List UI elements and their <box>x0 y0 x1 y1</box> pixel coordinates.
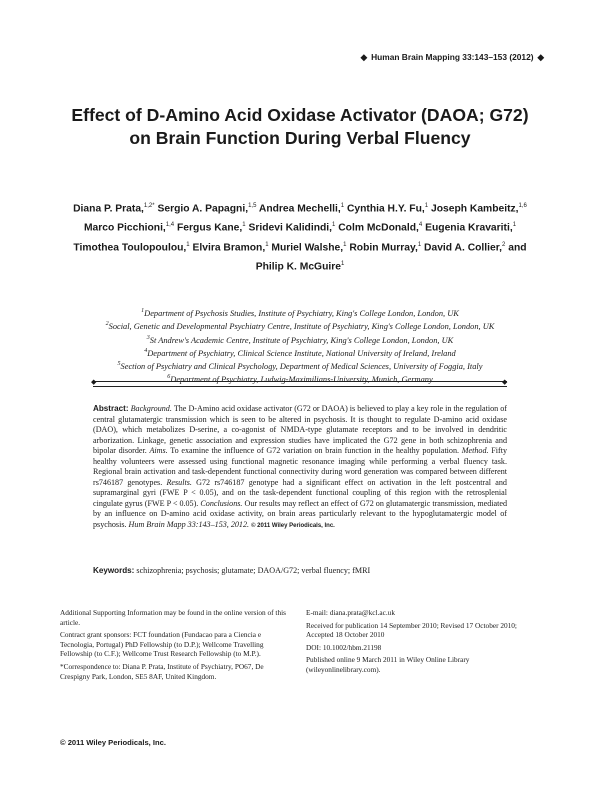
author-affiliation-mark: 1 <box>332 222 336 229</box>
affiliation-text: Social, Genetic and Developmental Psychiatry Centre, Institute of Psychiatry, King's College London, London, UK <box>108 322 495 332</box>
background-text: The D-Amino acid oxidase activator (G72 or DAOA) is believed to play a key role in the regulation of central glutamatergic transmission which is seen to be altered in psychosis. It is thought to regulate D-amino acid oxidase (DAO), which metabolizes D-serine, a co-agonist of NMDA-type glutamate receptors and to be involved in dendritic arborization. Linkage, genetic association and expression studies have implicated the G72 gene in both schizophrenia and bipolar disorder. <box>93 404 507 455</box>
affiliation-number: 1 <box>141 308 145 314</box>
footnote: DOI: 10.1002/hbm.21198 <box>306 642 382 652</box>
affiliation-text: Section of Psychiatry and Clinical Psychology, Department of Medical Sciences, University of Foggia, Italy <box>120 361 483 371</box>
footnote: Received for publication 14 September 2010; Revised 17 October 2010; Accepted 18 October 2010 <box>306 620 517 640</box>
author-list <box>60 198 540 276</box>
author-affiliation-mark: 4 <box>418 222 423 229</box>
affiliation-text: St Andrew's Academic Centre, Institute of Psychiatry, King's College London, London, UK <box>149 335 454 345</box>
author-affiliation-mark: 1 <box>186 241 190 248</box>
author-name: Muriel Walshe, <box>271 242 344 254</box>
header-bullet-left: ◆ <box>360 52 368 62</box>
running-header <box>357 52 548 62</box>
affiliation <box>70 333 530 346</box>
author-name: Sridevi Kalidindi, <box>248 222 333 234</box>
results-label: Results. <box>166 477 192 487</box>
author-affiliation-mark: 1 <box>340 203 345 209</box>
abstract-copyright: © 2011 Wiley Periodicals, Inc. <box>251 522 335 529</box>
author-affiliation-mark: 1,2* <box>143 203 155 209</box>
footnote: *Correspondence to: Diana P. Prata, Institute of Psychiatry, PO67, De Crespigny Park, London, SE5 8AF, United Kingdom. <box>60 661 264 681</box>
author-affiliation-mark: 1 <box>265 241 269 248</box>
keywords-text: schizophrenia; psychosis; glutamate; DAOA/G72; verbal fluency; fMRI <box>136 566 371 575</box>
aims-text: To examine the influence of G72 variation on brain function in the healthy population. <box>170 446 460 455</box>
affiliation-number: 6 <box>167 374 171 381</box>
divider-diamond-right: ◆ <box>502 378 508 386</box>
divider-bottom <box>93 386 507 387</box>
author-name: Colm McDonald, <box>338 222 419 234</box>
author-name: Fergus Kane, <box>177 222 243 234</box>
results-text: G72 rs746187 genotype had a significant effect on activation in the left postcentral and supramarginal gyri (FWE P < 0.05), and on the task-dependent functional coupling of this region with the retrosplenial cingulate gyrus (FWE P < 0.05). <box>93 477 507 508</box>
method-text: Fifty healthy volunteers were assessed using functional magnetic resonance imaging while performing a verbal fluency task. Regional brain activation and task-dependent functional connectivity during word generation was compared between different rs746187 genotypes. <box>93 446 507 487</box>
author-affiliation-mark: 2 <box>502 241 506 248</box>
author-name: Diana P. Prata, <box>73 203 144 215</box>
abstract-label: Abstract: <box>93 404 129 413</box>
header-bullet-right: ◆ <box>537 52 544 62</box>
author-name: Sergio A. Papagni, <box>157 203 249 215</box>
journal-citation: Human Brain Mapping 33:143–153 (2012) <box>371 52 534 62</box>
conclusions-text: Our results may reflect an effect of G72 on glutamatergic transmission, mediated by an influence on D-amino acid oxidase activity, on brain areas particularly relevant to the hypoglutamatergic model of psychosis. <box>93 498 508 529</box>
author-affiliation-mark: 1 <box>424 203 429 209</box>
method-label: Method. <box>461 446 489 455</box>
aims-label: Aims. <box>149 446 168 455</box>
affiliation <box>70 306 530 319</box>
affiliation-list <box>70 306 530 386</box>
author-affiliation-mark: 1 <box>417 241 422 248</box>
background-label: Background. <box>130 404 172 413</box>
author-name: Marco Picchioni, <box>83 222 166 234</box>
keywords <box>93 566 507 575</box>
author-name: Joseph Kambeitz, <box>430 203 519 215</box>
abstract-citation: Hum Brain Mapp 33:143–153, 2012. <box>128 519 250 529</box>
footnote: Additional Supporting Information may be found in the online version of this article. <box>60 608 286 627</box>
author-name: Andrea Mechelli, <box>258 203 341 215</box>
author-affiliation-mark: 1 <box>343 241 347 248</box>
author-affiliation-mark: 1 <box>512 222 517 229</box>
author-name: Cynthia H.Y. Fu, <box>346 203 425 215</box>
author-name: and Philip K. McGuire <box>255 242 527 273</box>
author-affiliation-mark: 1 <box>340 261 345 268</box>
author-name: Elvira Bramon, <box>192 242 266 254</box>
author-affiliation-mark: 1,6 <box>518 203 527 209</box>
conclusions-label: Conclusions. <box>200 498 243 508</box>
keywords-label: Keywords: <box>93 566 135 575</box>
affiliation <box>70 359 530 372</box>
divider-top <box>93 381 507 382</box>
affiliation-text: Department of Psychosis Studies, Institute of Psychiatry, King's College London, London, UK <box>144 308 459 318</box>
paper-title: Effect of D-Amino Acid Oxidase Activator (DAOA; G72) on Brain Function During Verbal Fluency <box>71 105 529 148</box>
affiliation <box>70 372 530 385</box>
affiliation-text: Department of Psychiatry, Ludwig-Maximilians-University, Munich, Germany <box>170 375 433 385</box>
author-affiliation-mark: 1,4 <box>165 222 175 229</box>
divider-diamond-left: ◆ <box>91 378 97 386</box>
author-name: Robin Murray, <box>349 242 418 254</box>
author-name: Timothea Toulopoulou, <box>73 242 187 254</box>
affiliation-number: 4 <box>144 347 148 354</box>
affiliation-number: 3 <box>146 334 150 341</box>
footnote: Contract grant sponsors: FCT foundation (Fundacao para a Ciencia e Tecnologia, Portugal) PhD Fellowship (to D.P.); Wellcome Travelling Fellowship (to C.F.); Wellcome Trust Research Fellowship (to M.P.). <box>60 630 264 659</box>
footnotes-left <box>60 608 292 684</box>
footnote: Published online 9 March 2011 in Wiley Online Library (wileyonlinelibrary.com). <box>306 655 470 674</box>
footnotes-right <box>306 608 540 678</box>
abstract <box>93 404 507 531</box>
affiliation-text: Department of Psychiatry, Clinical Science Institute, National University of Ireland, Ireland <box>147 348 456 358</box>
footnote: E-mail: diana.prata@kcl.ac.uk <box>306 608 395 617</box>
affiliation <box>70 319 530 332</box>
copyright-footer: © 2011 Wiley Periodicals, Inc. <box>60 738 166 747</box>
author-name: David A. Collier, <box>424 242 503 254</box>
author-name: Eugenia Kravariti, <box>425 222 513 234</box>
affiliation <box>70 346 530 359</box>
affiliation-number: 2 <box>105 321 109 328</box>
author-affiliation-mark: 1 <box>242 222 246 229</box>
author-affiliation-mark: 1,5 <box>248 203 257 209</box>
affiliation-number: 5 <box>117 361 121 368</box>
